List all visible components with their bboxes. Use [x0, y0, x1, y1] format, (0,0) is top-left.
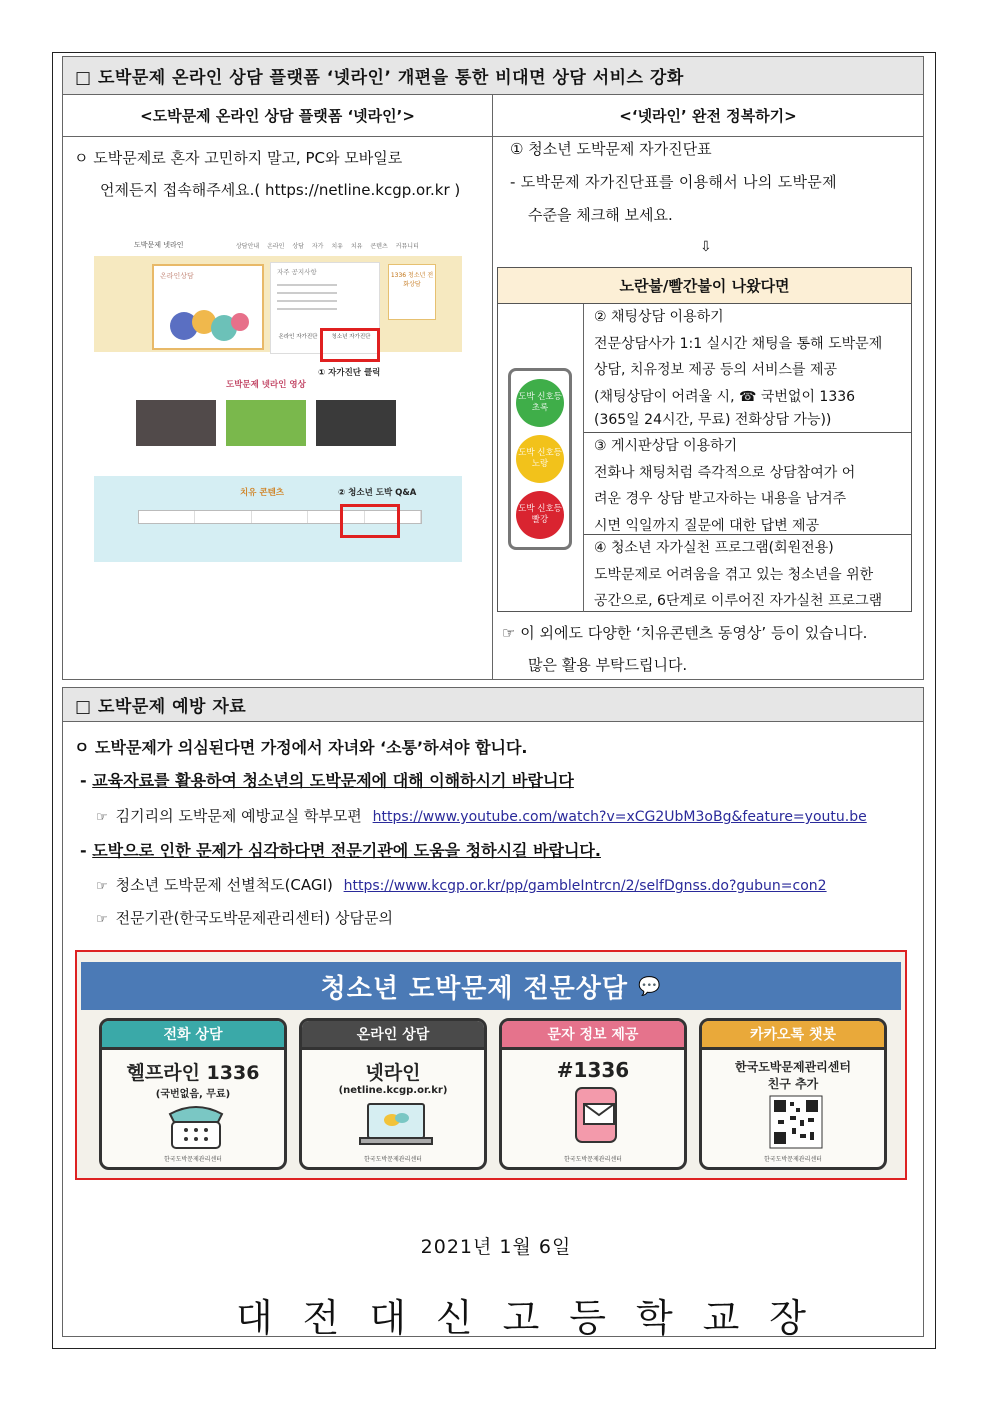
site-hero-box [152, 264, 264, 350]
content-title: 치유 콘텐츠 [240, 488, 285, 498]
right-footer-line1: ☞ 이 외에도 다양한 ‘치유콘텐츠 동영상’ 등이 있습니다. [502, 624, 868, 642]
video-thumb-1 [136, 400, 216, 446]
school-char: 전 [302, 1296, 340, 1340]
traffic-light-header: 노란불/빨간불이 나왔다면 [498, 268, 911, 304]
line6-label: 전문기관(한국도박문제관리센터) 상담문의 [115, 909, 393, 927]
line5-label: 청소년 도박문제 선별척도(CAGI) [115, 876, 333, 894]
lamp-yellow: 도박 신호등 노랑 [516, 435, 564, 483]
card-kakao-sub: 친구 추가 [767, 1077, 819, 1091]
cagi-link[interactable]: https://www.kcgp.or.kr/pp/gambleIntrcn/2/selfDgnss.do?gubun=con2 [343, 878, 827, 894]
card-phone-sub: (국번없음, 무료) [155, 1089, 231, 1100]
section2-line4 [80, 836, 601, 866]
site-btn-self-check: 온라인 자가진단 [278, 334, 318, 340]
down-arrow: ⇩ [700, 239, 712, 255]
school-char: 장 [769, 1296, 806, 1340]
section2-line6 [96, 903, 393, 935]
banner-title-text: 청소년 도박문제 전문상담 [320, 973, 628, 1004]
line2-dash: - [80, 771, 93, 790]
site-menu: 상담안내 온라인 상담 자가 치유 치유 콘텐츠 커뮤니티 [236, 243, 419, 250]
school-char: 등 [569, 1296, 606, 1340]
column-divider [492, 95, 493, 680]
right-line3: 수준을 체크해 보세요. [528, 206, 673, 224]
banner-title [81, 962, 901, 1010]
label-self-check: ① 자가진단 클릭 [318, 368, 381, 378]
laptop-icon [302, 1096, 487, 1146]
card-online [299, 1018, 487, 1170]
telephone-icon [102, 1100, 287, 1150]
line3-label: 김기리의 도박문제 예방교실 학부모편 [115, 807, 362, 825]
card-sms [499, 1018, 687, 1170]
section1-title: □ 도박문제 온라인 상담 플랫폼 ‘넷라인’ 개편을 통한 비대면 상담 서비스 강화 [63, 57, 923, 95]
right-line1: ① 청소년 도박문제 자가진단표 [510, 140, 712, 158]
card-phone [99, 1018, 287, 1170]
video-title: 도박문제 넷라인 영상 [226, 380, 306, 390]
hand-pointer-icon: ☞ [96, 810, 108, 825]
site-header [94, 228, 462, 256]
school-char: 고 [502, 1296, 540, 1340]
section2-title: □ 도박문제 예방 자료 [63, 688, 923, 722]
card-sms-footer: 한국도박문제관리센터 [564, 1156, 622, 1163]
cell-chat-counsel [584, 304, 911, 433]
cell3-line1: 도박문제로 어려움을 겪고 있는 청소년을 위한 [594, 566, 874, 583]
cell1-line1: 전문상담사가 1:1 실시간 채팅을 통해 도박문제 [594, 335, 883, 352]
cell1-line4: (365일 24시간, 무료) 전화상담 가능)) [594, 412, 832, 428]
qr-code-icon [702, 1092, 887, 1154]
notice-lines [271, 280, 379, 320]
cell1-line2: 상담, 치유정보 제공 등의 서비스를 제공 [594, 362, 838, 378]
school-char: 대 [369, 1296, 407, 1340]
card-online-main: 넷라인 [365, 1062, 421, 1084]
lamp-green: 도박 신호등 초록 [516, 379, 564, 427]
hero-title: 온라인상담 [160, 272, 194, 280]
school-principal-signature [236, 1287, 806, 1342]
line4-dash: - [80, 841, 93, 860]
card-online-sub: (netline.kcgp.or.kr) [338, 1085, 448, 1096]
cell-self-program [584, 535, 911, 612]
cell-board-counsel [584, 433, 911, 535]
lamp-red: 도박 신호등 빨강 [516, 491, 564, 539]
card-phone-main: 헬프라인 1336 [126, 1062, 260, 1084]
section2-line2 [80, 766, 574, 796]
label-teen-qa: ② 청소년 도박 Q&A [338, 488, 417, 498]
hand-pointer-icon: ☞ [96, 912, 108, 927]
card-kakao-footer: 한국도박문제관리센터 [764, 1156, 822, 1163]
line4-text: 도박으로 인한 문제가 심각하다면 전문기관에 도움을 청하시길 바랍니다. [92, 841, 601, 860]
youtube-link[interactable]: https://www.youtube.com/watch?v=xCG2UbM3oBg&feature=youtu.be [372, 809, 867, 825]
right-column-header: <‘넷라인’ 완전 정복하기> [493, 95, 923, 137]
card-phone-footer: 한국도박문제관리센터 [164, 1156, 222, 1163]
cell3-title: ④ 청소년 자가실천 프로그램(회원전용) [594, 540, 834, 556]
line2-text: 교육자료를 활용하여 청소년의 도박문제에 대해 이해하시기 바랍니다 [92, 771, 574, 790]
highlight-box-teen-qa [340, 504, 400, 538]
cell3-line2: 공간으로, 6단계로 이루어진 자가실천 프로그램 [594, 593, 883, 609]
chat-bubble-icon: 💬 [637, 975, 662, 997]
cell1-title: ② 채팅상담 이용하기 [594, 309, 724, 325]
video-thumb-2 [226, 400, 306, 446]
section2-line3 [96, 801, 867, 833]
mobile-message-icon [502, 1082, 687, 1144]
card-kakao [699, 1018, 887, 1170]
cell1-line3: (채팅상담이 어려울 시, ☎ 국번없이 1336 [594, 388, 856, 405]
school-char: 학 [635, 1296, 673, 1340]
document-date: 2021년 1월 6일 [420, 1236, 572, 1258]
left-intro-line1: ㅇ 도박문제로 혼자 고민하지 말고, PC와 모바일로 [74, 149, 403, 167]
site-side-banner [388, 264, 436, 320]
highlight-box-self-check [320, 328, 380, 362]
hand-pointer-icon: ☞ [96, 879, 108, 894]
section2-line1: ㅇ 도박문제가 의심된다면 가정에서 자녀와 ‘소통’하셔야 합니다. [74, 738, 528, 757]
card-kakao-main: 한국도박문제관리센터 [735, 1060, 851, 1074]
card-sms-title: 문자 정보 제공 [502, 1021, 684, 1050]
site-btn-teen-check: 청소년 자가진단 [331, 334, 371, 340]
cell2-title: ③ 게시판상담 이용하기 [594, 438, 738, 454]
traffic-light-table [497, 267, 912, 612]
traffic-light-icon [508, 368, 572, 550]
counsel-banner [75, 950, 907, 1180]
card-online-footer: 한국도박문제관리센터 [364, 1156, 422, 1163]
card-online-title: 온라인 상담 [302, 1021, 484, 1050]
school-char: 교 [702, 1296, 740, 1340]
notice-title: 자주 공지사항 [277, 268, 317, 276]
right-line2: - 도박문제 자가진단표를 이용해서 나의 도박문제 [510, 173, 837, 191]
school-char: 신 [435, 1296, 473, 1340]
site-logo: 도박문제 넷라인 [134, 241, 184, 249]
cell2-line3: 시면 익일까지 질문에 대한 답변 제공 [594, 517, 820, 534]
netline-website-screenshot [94, 228, 462, 562]
section2-line5 [96, 870, 827, 902]
card-sms-main: #1336 [556, 1058, 630, 1082]
card-kakao-title: 카카오톡 챗봇 [702, 1021, 884, 1050]
school-char: 대 [236, 1296, 273, 1340]
cell2-line1: 전화나 채팅처럼 즉각적으로 상담참여가 어 [594, 464, 856, 481]
cell2-line2: 려운 경우 상담 받고자하는 내용을 남겨주 [594, 491, 847, 507]
hero-illustration [154, 286, 262, 346]
right-footer-line2: 많은 활용 부탁드립니다. [528, 656, 688, 674]
card-phone-title: 전화 상담 [102, 1021, 284, 1050]
left-intro-line2: 언제든지 접속해주세요.( https://netline.kcgp.or.kr ) [100, 181, 461, 199]
side-text: 1336 청소년 전화상담 [390, 272, 434, 288]
video-thumb-3 [316, 400, 396, 446]
left-column-header: <도박문제 온라인 상담 플랫폼 ‘넷라인’> [63, 95, 492, 137]
